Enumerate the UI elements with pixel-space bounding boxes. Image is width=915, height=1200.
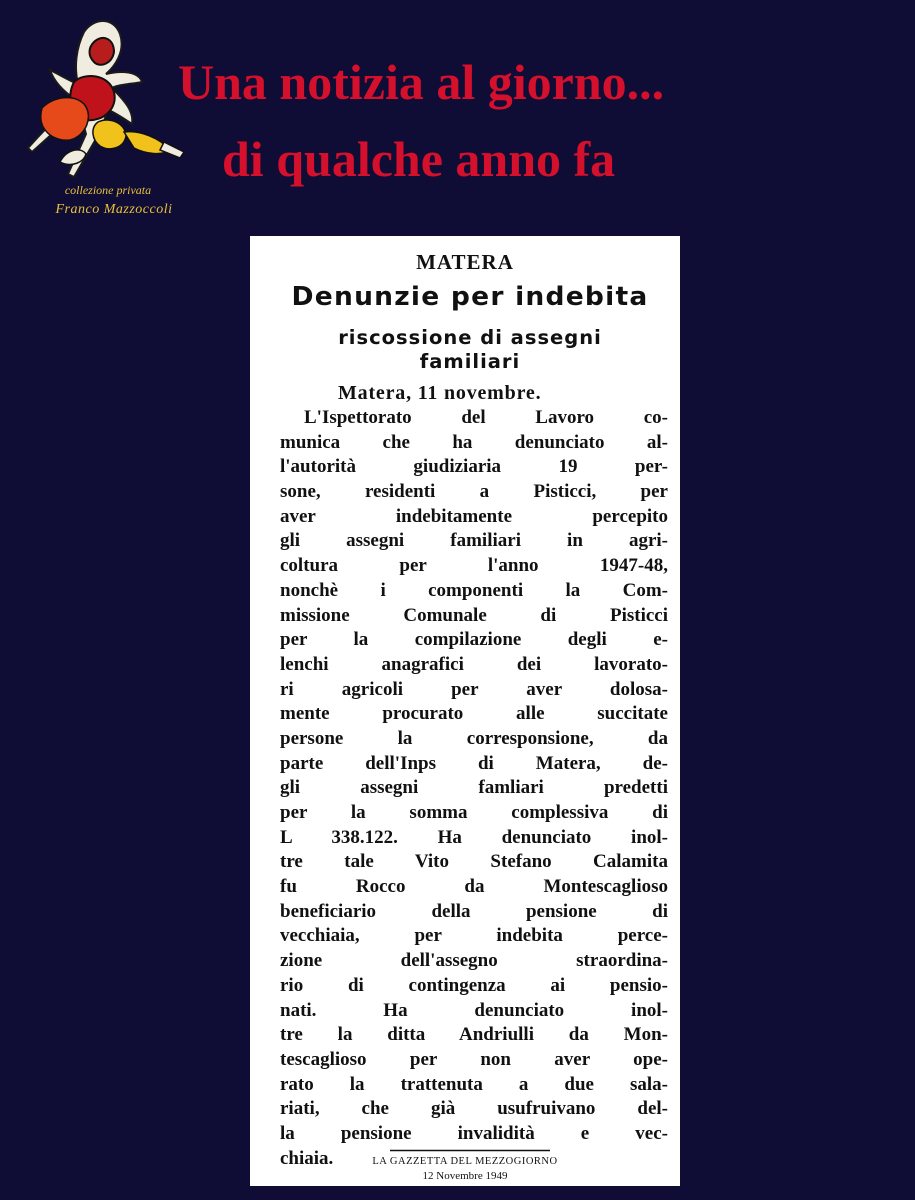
clipping-body-line: tre tale Vito Stefano Calamita — [280, 851, 668, 873]
newspaper-clipping — [250, 236, 680, 1186]
clipping-title: Denunzie per indebita — [291, 282, 649, 312]
clipping-body-line: gli assegni famliari predetti — [280, 777, 668, 799]
clipping-body-line: riati, che già usufruivano del- — [280, 1098, 668, 1120]
clipping-body-line: rato la trattenuta a due sala- — [280, 1073, 668, 1095]
logo-caption-owner: Franco Mazzoccoli — [55, 202, 173, 217]
clipping-body-line: vecchiaia, per indebita perce- — [280, 925, 668, 947]
clipping-body-line: per la compilazione degli e- — [280, 629, 668, 651]
clipping-body-line: L 338.122. Ha denunciato inol- — [280, 826, 668, 848]
clipping-body-line: tescaglioso per non aver ope- — [280, 1048, 668, 1070]
headline-line-2: di qualche anno fa — [222, 131, 616, 187]
clipping-subtitle — [280, 326, 660, 374]
clipping-body-line: aver indebitamente percepito — [280, 505, 668, 527]
clipping-subtitle-line-1: riscossione di assegni — [338, 326, 602, 349]
clipping-body-line: lenchi anagrafici dei lavorato- — [280, 653, 668, 675]
clipping-body-line: zione dell'assegno straordina- — [280, 950, 668, 972]
clipping-body-line: per la somma complessiva di — [280, 802, 668, 823]
clipping-body-line: gli assegni familiari in agri- — [280, 530, 668, 552]
clipping-body-line: missione Comunale di Pisticci — [280, 604, 668, 626]
logo-caption-collection: collezione privata — [64, 183, 152, 197]
clipping-body-line: rio di contingenza ai pensio- — [280, 974, 668, 996]
clipping-body-line: coltura per l'anno 1947-48, — [280, 555, 668, 577]
clipping-body-line: la pensione invalidità e vec- — [280, 1122, 668, 1144]
clipping-body-line: persone la corresponsione, da — [280, 727, 668, 749]
clipping-body-line: ri agricoli per aver dolosa- — [280, 678, 668, 700]
clipping-body-line: parte dell'Inps di Matera, de- — [280, 752, 668, 774]
clipping-subtitle-line-2: familiari — [419, 350, 521, 373]
clipping-body-line: tre la ditta Andriulli da Mon- — [280, 1024, 668, 1046]
clipping-body-line: nonchè i componenti la Com- — [280, 579, 668, 601]
clipping-body-line: nati. Ha denunciato inol- — [280, 999, 668, 1021]
clipping-dateline: Matera, 11 novembre. — [338, 382, 542, 404]
clipping-section: MATERA — [416, 250, 514, 274]
clipping-body-line: beneficiario della pensione di — [280, 900, 668, 922]
clipping-source-date: 12 Novembre 1949 — [422, 1170, 508, 1182]
clipping-body-line: munica che ha denunciato al- — [280, 431, 668, 453]
headline-line-1: Una notizia al giorno... — [178, 54, 665, 110]
dancer-illustration-icon — [14, 12, 194, 187]
clipping-body-line: L'Ispettorato del Lavoro co- — [304, 407, 668, 428]
clipping-source: LA GAZZETTA DEL MEZZOGIORNO — [372, 1156, 558, 1167]
clipping-body — [280, 406, 668, 1171]
clipping-body-line: chiaia. — [280, 1147, 334, 1169]
clipping-body-line: mente procurato alle succitate — [280, 703, 668, 725]
collection-logo — [14, 12, 194, 227]
clipping-divider — [390, 1149, 550, 1152]
clipping-body-line: fu Rocco da Montescaglioso — [280, 876, 668, 898]
clipping-body-line: sone, residenti a Pisticci, per — [280, 481, 668, 503]
clipping-body-line: l'autorità giudiziaria 19 per- — [280, 456, 668, 478]
